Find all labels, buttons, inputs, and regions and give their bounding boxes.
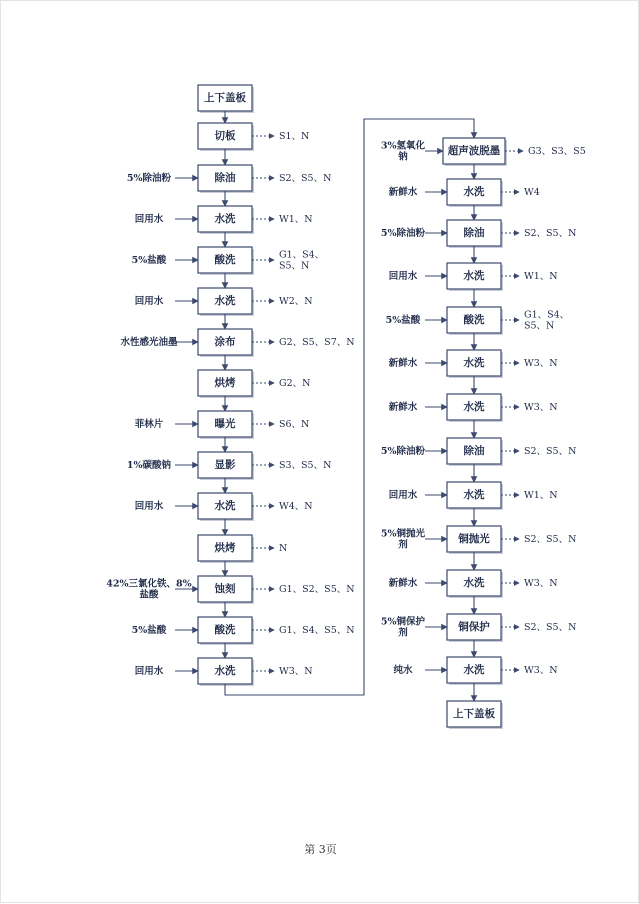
left-output-label-13: W3、N bbox=[279, 665, 313, 677]
right-input-label-1: 新鲜水 bbox=[388, 186, 418, 198]
right-output-label-5: W3、N bbox=[524, 357, 558, 369]
right-input-label-6: 新鲜水 bbox=[388, 401, 418, 413]
right-output-label-3: W1、N bbox=[524, 270, 558, 282]
right-input-label-10: 新鲜水 bbox=[388, 577, 418, 589]
right-step-box-12-label: 水洗 bbox=[463, 664, 485, 676]
left-output-label-7: S6、N bbox=[279, 418, 310, 430]
right-step-box-11-label: 铜保护 bbox=[458, 621, 490, 633]
left-step-box-10-label: 烘烤 bbox=[214, 542, 236, 554]
left-input-label-9: 回用水 bbox=[134, 500, 164, 512]
left-step-box-4-label: 水洗 bbox=[214, 295, 236, 307]
right-step-box-3-label: 水洗 bbox=[463, 270, 485, 282]
right-output-label-0: G3、S3、S5 bbox=[528, 145, 586, 157]
left-input-label-11: 42%三氯化铁、8%盐酸 bbox=[106, 578, 192, 600]
left-output-label-11: G1、S2、S5、N bbox=[279, 583, 355, 595]
left-output-label-0: S1、N bbox=[279, 130, 310, 142]
right-output-label-2: S2、S5、N bbox=[524, 227, 577, 239]
left-input-label-1: 5%除油粉 bbox=[126, 172, 172, 184]
right-input-label-0: 3%氢氧化钠 bbox=[380, 140, 426, 162]
right-input-label-9: 5%铜抛光剂 bbox=[380, 528, 426, 550]
left-output-label-10: N bbox=[279, 542, 288, 554]
left-input-label-7: 菲林片 bbox=[134, 418, 164, 430]
left-output-label-9: W4、N bbox=[279, 500, 313, 512]
left-step-box-6-label: 烘烤 bbox=[214, 377, 236, 389]
right-output-label-12: W3、N bbox=[524, 664, 558, 676]
left-input-label-2: 回用水 bbox=[134, 213, 164, 225]
right-step-box-10-label: 水洗 bbox=[463, 577, 485, 589]
right-step-box-9-label: 铜抛光 bbox=[458, 533, 490, 545]
right-input-label-2: 5%除油粉 bbox=[380, 227, 426, 239]
left-output-label-12: G1、S4、S5、N bbox=[279, 624, 355, 636]
process-flow-diagram bbox=[1, 1, 639, 904]
left-step-box-2-label: 水洗 bbox=[214, 213, 236, 225]
left-input-label-8: 1%碳酸钠 bbox=[126, 459, 172, 471]
right-end-box-label: 上下盖板 bbox=[453, 708, 495, 720]
left-output-label-5: G2、S5、S7、N bbox=[279, 336, 355, 348]
page-number: 第 3页 bbox=[304, 843, 337, 856]
left-input-label-4: 回用水 bbox=[134, 295, 164, 307]
right-step-box-8-label: 水洗 bbox=[463, 489, 485, 501]
left-step-box-13-label: 水洗 bbox=[214, 665, 236, 677]
right-step-box-2-label: 除油 bbox=[463, 227, 485, 239]
left-output-label-6: G2、N bbox=[279, 377, 311, 389]
left-step-box-12-label: 酸洗 bbox=[214, 624, 236, 636]
left-step-box-7-label: 曝光 bbox=[214, 418, 236, 430]
right-input-label-4: 5%盐酸 bbox=[385, 314, 421, 326]
left-step-box-0-label: 切板 bbox=[214, 130, 236, 142]
left-input-label-12: 5%盐酸 bbox=[131, 624, 167, 636]
left-start-box-label: 上下盖板 bbox=[204, 92, 246, 104]
right-step-box-1-label: 水洗 bbox=[463, 186, 485, 198]
right-output-label-8: W1、N bbox=[524, 489, 558, 501]
left-output-label-2: W1、N bbox=[279, 213, 313, 225]
left-step-box-11-label: 蚀刻 bbox=[214, 583, 236, 595]
right-input-label-7: 5%除油粉 bbox=[380, 445, 426, 457]
right-input-label-8: 回用水 bbox=[388, 489, 418, 501]
right-step-box-6-label: 水洗 bbox=[463, 401, 485, 413]
right-output-label-6: W3、N bbox=[524, 401, 558, 413]
right-output-label-9: S2、S5、N bbox=[524, 533, 577, 545]
right-input-label-3: 回用水 bbox=[388, 270, 418, 282]
right-output-label-10: W3、N bbox=[524, 577, 558, 589]
left-output-label-3: G1、S4、 S5、N bbox=[279, 249, 325, 271]
right-step-box-0-label: 超声波脱墨 bbox=[447, 145, 501, 157]
left-input-label-3: 5%盐酸 bbox=[131, 254, 167, 266]
right-output-label-11: S2、S5、N bbox=[524, 621, 577, 633]
right-output-label-7: S2、S5、N bbox=[524, 445, 577, 457]
left-output-label-1: S2、S5、N bbox=[279, 172, 332, 184]
left-output-label-8: S3、S5、N bbox=[279, 459, 332, 471]
left-step-box-9-label: 水洗 bbox=[214, 500, 236, 512]
right-step-box-7-label: 除油 bbox=[463, 445, 485, 457]
left-output-label-4: W2、N bbox=[279, 295, 313, 307]
right-input-label-12: 纯水 bbox=[393, 664, 413, 676]
left-step-box-1-label: 除油 bbox=[214, 172, 236, 184]
right-input-label-11: 5%铜保护剂 bbox=[380, 616, 426, 638]
right-step-box-5-label: 水洗 bbox=[463, 357, 485, 369]
left-step-box-8-label: 显影 bbox=[214, 459, 236, 471]
left-input-label-13: 回用水 bbox=[134, 665, 164, 677]
right-output-label-1: W4 bbox=[524, 186, 540, 198]
right-step-box-4-label: 酸洗 bbox=[463, 314, 485, 326]
right-input-label-5: 新鲜水 bbox=[388, 357, 418, 369]
left-step-box-5-label: 涂布 bbox=[214, 336, 236, 348]
left-step-box-3-label: 酸洗 bbox=[214, 254, 236, 266]
right-output-label-4: G1、S4、 S5、N bbox=[524, 309, 570, 331]
left-input-label-5: 水性感光油墨 bbox=[120, 336, 178, 348]
